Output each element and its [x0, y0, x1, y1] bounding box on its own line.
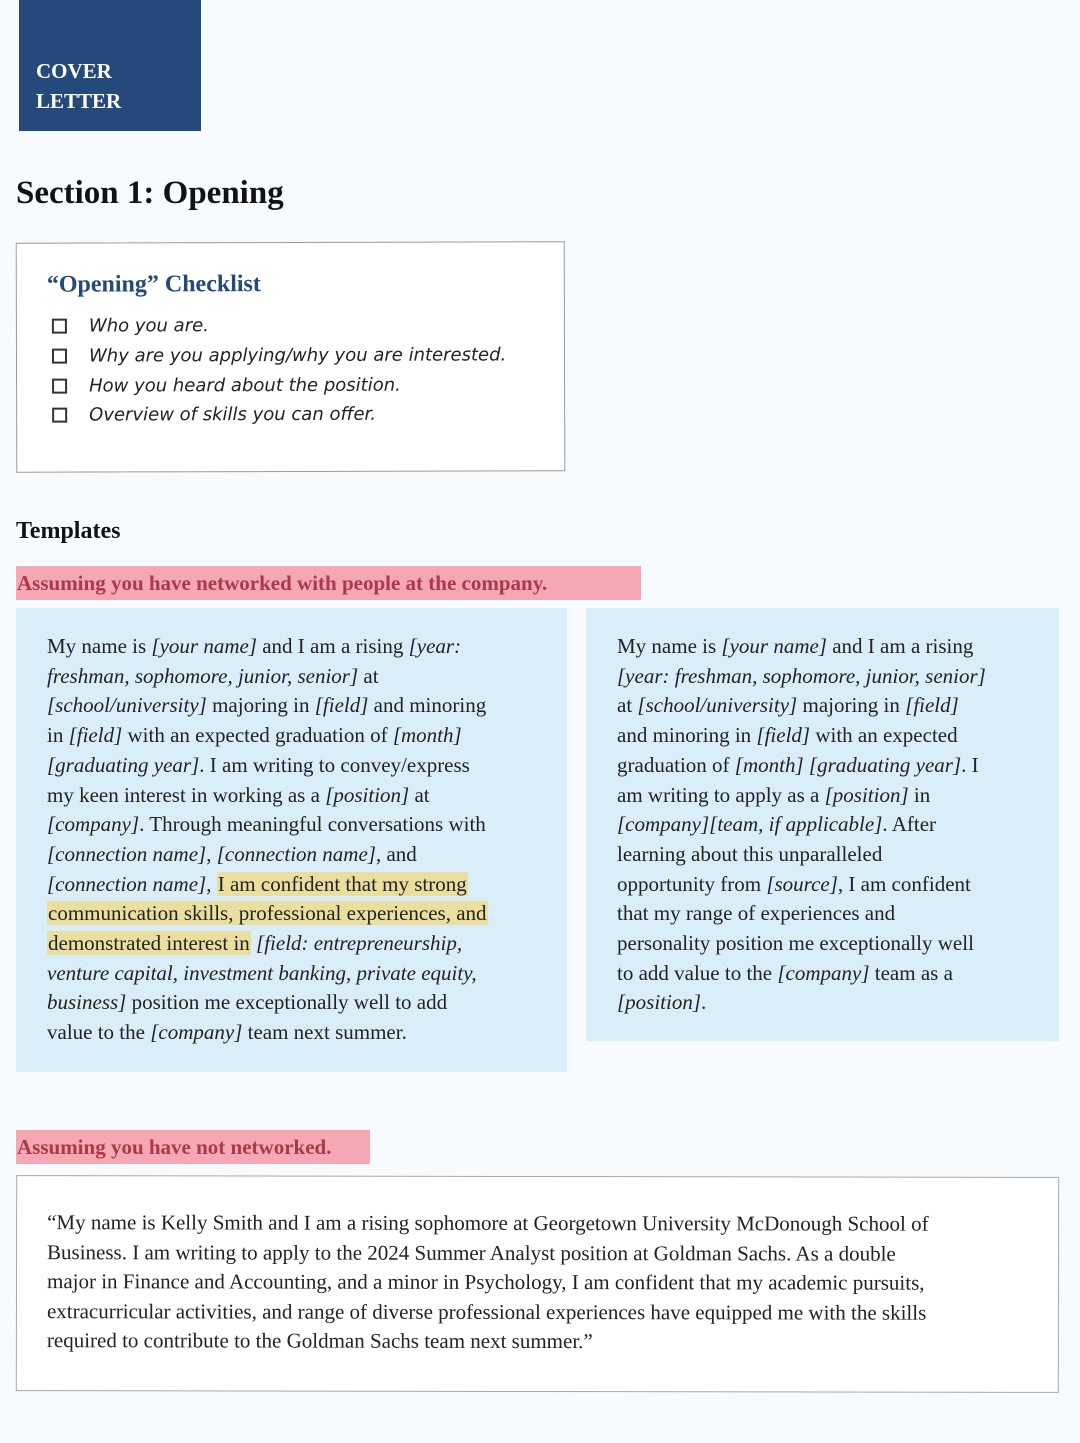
- placeholder-text: [field: entrepreneurship,: [256, 931, 463, 956]
- example-line: extracurricular activities, and range of diverse professional experiences have equipped me with the skills: [46, 1298, 927, 1325]
- placeholder-text: [field]: [905, 693, 959, 718]
- placeholder-text: freshman, sophomore, junior, senior]: [47, 663, 359, 688]
- template-text: team as a: [869, 960, 953, 985]
- template-text: and I am a rising: [256, 634, 409, 658]
- template-text: that my range of experiences and: [617, 901, 896, 926]
- placeholder-text: [your name]: [721, 634, 827, 658]
- placeholder-text: [school/university]: [47, 693, 207, 718]
- checklist-item: [52, 310, 506, 341]
- placeholder-text: [field]: [314, 693, 369, 718]
- template-text: in: [908, 782, 931, 807]
- checklist-title: “Opening” Checklist: [46, 271, 261, 298]
- template-text: with an expected: [810, 723, 958, 748]
- template-line: [47, 988, 547, 1018]
- template-text: . After: [882, 812, 937, 837]
- checkbox-icon: [52, 319, 67, 334]
- template-text: team next summer.: [242, 1020, 407, 1045]
- template-line: [47, 810, 547, 840]
- template-text: and minoring in: [617, 723, 757, 748]
- template-text: opportunity from: [617, 871, 767, 896]
- template-text: , and: [375, 841, 417, 866]
- template-text: and minoring: [368, 693, 487, 718]
- template-line: [617, 691, 1049, 721]
- placeholder-text: [source]: [766, 871, 838, 896]
- template-text: and I am a rising: [826, 634, 974, 658]
- placeholder-text: [company]: [150, 1020, 243, 1045]
- example-line: Business. I am writing to apply to the 2024 Summer Analyst position at Goldman Sachs. As a double: [47, 1239, 896, 1266]
- template-text: at: [358, 663, 379, 688]
- templates-heading: Templates: [16, 518, 121, 544]
- template-text: My name is: [47, 634, 152, 658]
- placeholder-text: business]: [47, 990, 127, 1015]
- template-text: majoring in: [206, 693, 315, 718]
- placeholder-text: venture capital, investment banking, private equity,: [47, 960, 477, 985]
- template-text: majoring in: [797, 693, 906, 718]
- template-networked-2: [586, 608, 1059, 1041]
- template-line: [47, 721, 547, 751]
- placeholder-text: [year: freshman, sophomore, junior, senior]: [617, 663, 986, 688]
- opening-checklist-box: [16, 241, 566, 472]
- checkbox-icon: [52, 349, 67, 364]
- placeholder-text: [position]: [617, 990, 702, 1015]
- placeholder-text: [month] [graduating year]: [734, 752, 962, 777]
- placeholder-text: [graduating year]: [47, 752, 200, 777]
- cover-letter-tag: [19, 0, 201, 131]
- template-line: [617, 781, 1049, 811]
- cover-tag-line1: COVER: [36, 59, 112, 83]
- checkbox-icon: [52, 378, 67, 393]
- template-line: [617, 632, 1049, 662]
- template-text: my keen interest in working as a: [47, 782, 326, 807]
- template-line: [47, 662, 547, 692]
- template-text: , I am confident: [837, 871, 971, 896]
- placeholder-text: [connection name]: [47, 871, 207, 896]
- template-line: [617, 929, 1049, 959]
- example-line: “My name is Kelly Smith and I am a rising sophomore at Georgetown University McDonough School of: [47, 1210, 929, 1236]
- example-line: major in Finance and Accounting, and a minor in Psychology, I am confident that my academic pursuits,: [46, 1269, 925, 1295]
- placeholder-text: [year:: [408, 634, 462, 658]
- template-line: [617, 810, 1049, 840]
- highlighted-text: demonstrated interest in: [48, 931, 250, 956]
- template-text: . Through meaningful conversations with: [139, 812, 486, 837]
- checklist: [52, 310, 507, 430]
- checklist-item-label: How you heard about the position.: [89, 374, 401, 397]
- template-line: [47, 781, 547, 811]
- template-line: [617, 988, 1049, 1018]
- template-line: [617, 840, 1049, 870]
- not-networked-label: Assuming you have not networked.: [16, 1130, 370, 1164]
- template-text: ,: [206, 871, 217, 896]
- template-line: [617, 721, 1049, 751]
- template-line: [617, 899, 1049, 929]
- template-line: [617, 870, 1049, 900]
- placeholder-text: [school/university]: [637, 693, 798, 718]
- placeholder-text: [company]: [47, 812, 140, 837]
- checkbox-icon: [52, 408, 67, 423]
- placeholder-text: [company][team, if applicable]: [617, 812, 883, 837]
- highlighted-text: I am confident that my strong: [217, 871, 467, 896]
- placeholder-text: [your name]: [151, 634, 257, 658]
- template-networked-1: [16, 608, 567, 1072]
- networked-label: Assuming you have networked with people at the company.: [16, 566, 641, 600]
- placeholder-text: [field]: [756, 723, 811, 748]
- section-title: Section 1: Opening: [16, 175, 284, 211]
- template-text: am writing to apply as a: [617, 782, 825, 807]
- template-text: . I: [961, 752, 979, 777]
- template-line: [47, 751, 547, 781]
- template-line: [47, 1018, 547, 1048]
- template-text: learning about this unparalleled: [617, 841, 883, 866]
- placeholder-text: [company]: [777, 960, 870, 985]
- template-line: [47, 632, 547, 662]
- template-line: [617, 959, 1049, 989]
- placeholder-text: [position]: [824, 782, 909, 807]
- template-text: at: [617, 693, 638, 718]
- cover-tag-line2: LETTER: [36, 89, 122, 113]
- checklist-item-label: Overview of skills you can offer.: [89, 404, 377, 426]
- template-text: My name is: [617, 634, 722, 658]
- template-text: position me exceptionally well to add: [126, 990, 448, 1015]
- template-text: personality position me exceptionally well: [617, 931, 974, 956]
- template-text: .: [701, 990, 707, 1015]
- checklist-item-label: Who you are.: [88, 315, 209, 337]
- template-line: [47, 691, 547, 721]
- template-text: graduation of: [617, 752, 735, 777]
- checklist-item-label: Why are you applying/why you are interested.: [88, 344, 507, 367]
- template-line: [47, 959, 547, 989]
- template-text: to add value to the: [617, 960, 778, 985]
- placeholder-text: [connection name]: [47, 841, 207, 866]
- checklist-item: [52, 370, 506, 401]
- placeholder-text: [connection name]: [216, 841, 376, 866]
- placeholder-text: [field]: [68, 723, 123, 748]
- template-line: [47, 929, 547, 959]
- template-text: at: [409, 782, 430, 807]
- template-text: with an expected graduation of: [122, 723, 393, 748]
- template-line: [47, 870, 547, 900]
- template-line: [47, 840, 547, 870]
- template-text: . I am writing to convey/express: [199, 752, 470, 777]
- template-line: [47, 899, 547, 929]
- example-opening-box: [16, 1175, 1059, 1393]
- placeholder-text: [month]: [392, 723, 462, 748]
- template-text: value to the: [47, 1020, 151, 1045]
- template-line: [617, 751, 1049, 781]
- template-line: [617, 662, 1049, 692]
- template-text: in: [47, 723, 69, 748]
- placeholder-text: [position]: [325, 782, 410, 807]
- example-line: required to contribute to the Goldman Sachs team next summer.”: [46, 1328, 593, 1354]
- highlighted-text: communication skills, professional experiences, and: [48, 901, 487, 926]
- checklist-item: [52, 399, 506, 430]
- template-text: ,: [206, 841, 217, 866]
- checklist-item: [52, 340, 506, 371]
